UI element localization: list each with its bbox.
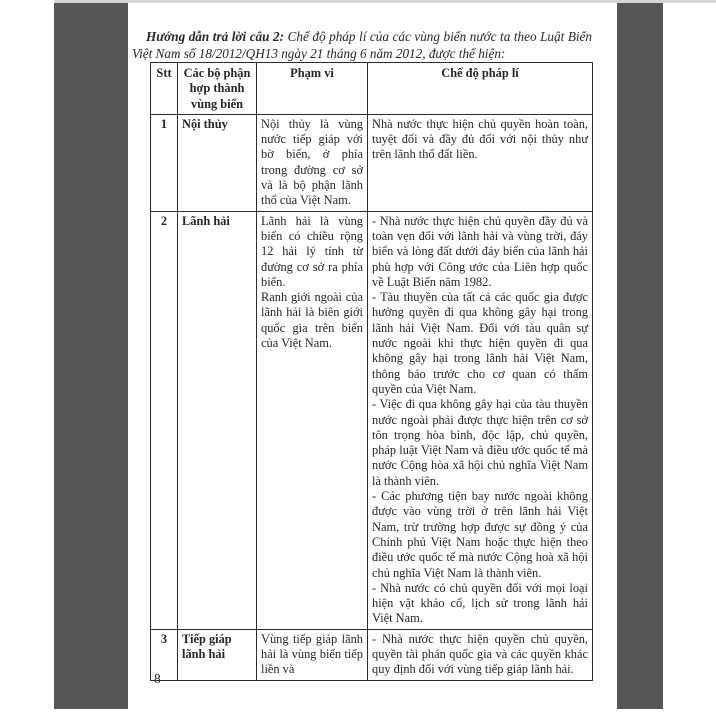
row-number-cell: 2	[151, 211, 178, 629]
legal-zones-table	[150, 62, 593, 681]
legal-paragraph: - Nhà nước thực hiện quyền chủ quyền, quyền tài phán quốc gia và các quyền khác quy định đối với vùng tiếp giáp lãnh hải.	[372, 631, 588, 677]
header-scope: Phạm vi	[257, 63, 368, 115]
legal-paragraph: - Nhà nước có chủ quyền đối với mọi loại hiện vật khảo cổ, lịch sử trong lãnh hải Việt Nam.	[372, 580, 588, 626]
zone-scope-cell	[257, 114, 368, 211]
zone-legal-cell	[368, 211, 593, 629]
header-zone-name: Các bộ phận hợp thành vùng biển	[178, 63, 257, 115]
zone-name-cell: Tiếp giáp lãnh hải	[178, 629, 257, 680]
right-backdrop-bar	[617, 3, 663, 709]
header-legal-regime: Chế độ pháp lí	[368, 63, 593, 115]
table-row	[151, 629, 593, 680]
table-header	[151, 63, 593, 115]
zone-legal-cell	[368, 629, 593, 680]
page-number: 8	[154, 671, 161, 686]
table-row	[151, 114, 593, 211]
legal-paragraph: - Các phương tiện bay nước ngoài không được vào vùng trời ở trên lãnh hải Việt Nam, trừ trường hợp được sự đồng ý của Chính phủ Việt Nam hoặc thực hiện theo điều ước quốc tế mà nước Cộng hoà xã hội chủ nghĩa Việt Nam là thành viên.	[372, 489, 588, 580]
legal-paragraph: Nhà nước thực hiện chủ quyền hoàn toàn, tuyệt đối và đầy đủ đối với nội thủy như trên lãnh thổ đất liền.	[372, 116, 588, 162]
table-header-row	[151, 63, 593, 115]
scope-paragraph: Lãnh hải là vùng biển có chiều rộng 12 hải lý tính từ đường cơ sở ra phía biển.	[261, 213, 363, 289]
scope-paragraph: Vùng tiếp giáp lãnh hải là vùng biển tiếp liền và	[261, 631, 363, 677]
scope-paragraph: Ranh giới ngoài của lãnh hải là biên giới quốc gia trên biển của Việt Nam.	[261, 290, 363, 351]
legal-paragraph: - Tàu thuyền của tất cả các quốc gia được hưởng quyền đi qua không gây hại trong lãnh hải Việt Nam. Đối với tàu quân sự nước ngoài khi thực hiện quyền đi qua không gây hại trong lãnh hải Việt Nam, thông báo trước cho cơ quan có thẩm quyền của Việt Nam.	[372, 290, 588, 396]
table-body	[151, 114, 593, 680]
row-number-cell: 1	[151, 114, 178, 211]
zone-scope-cell	[257, 211, 368, 629]
header-stt: Stt	[151, 63, 178, 115]
zone-name-cell: Nội thủy	[178, 114, 257, 211]
intro-lead-text: Hướng dẫn trả lời câu 2:	[146, 29, 285, 44]
intro-rest-text: Chế độ pháp lí của các vùng biển nước ta theo Luật Biển Việt Nam số 18/2012/QH13 ngày 21 tháng 6 năm 2012, được thể hiện:	[132, 29, 592, 61]
table-row	[151, 211, 593, 629]
intro-paragraph	[132, 28, 592, 62]
zone-name-cell: Lãnh hải	[178, 211, 257, 629]
zone-legal-cell	[368, 114, 593, 211]
document-page	[128, 3, 617, 708]
left-backdrop-bar	[54, 3, 128, 709]
legal-paragraph: - Nhà nước thực hiện chủ quyền đầy đủ và toàn vẹn đối với lãnh hải và vùng trời, đáy biển và lòng đất dưới đáy biển của lãnh hải phù hợp với Công ước của Liên hợp quốc về Luật Biển năm 1982.	[372, 213, 588, 289]
legal-paragraph: - Việc đi qua không gây hại của tàu thuyền nước ngoài phải được thực hiện trên cơ sở tôn trọng hòa bình, độc lập, chủ quyền, pháp luật Việt Nam và điều ước quốc tế mà nước Cộng hòa xã hội chủ nghĩa Việt Nam là thành viên.	[372, 397, 588, 488]
zone-scope-cell	[257, 629, 368, 680]
scope-paragraph: Nội thủy là vùng nước tiếp giáp với bờ biển, ở phía trong đường cơ sở và là bộ phận lãnh thổ của Việt Nam.	[261, 116, 363, 208]
row-number-cell: 3	[151, 629, 178, 680]
